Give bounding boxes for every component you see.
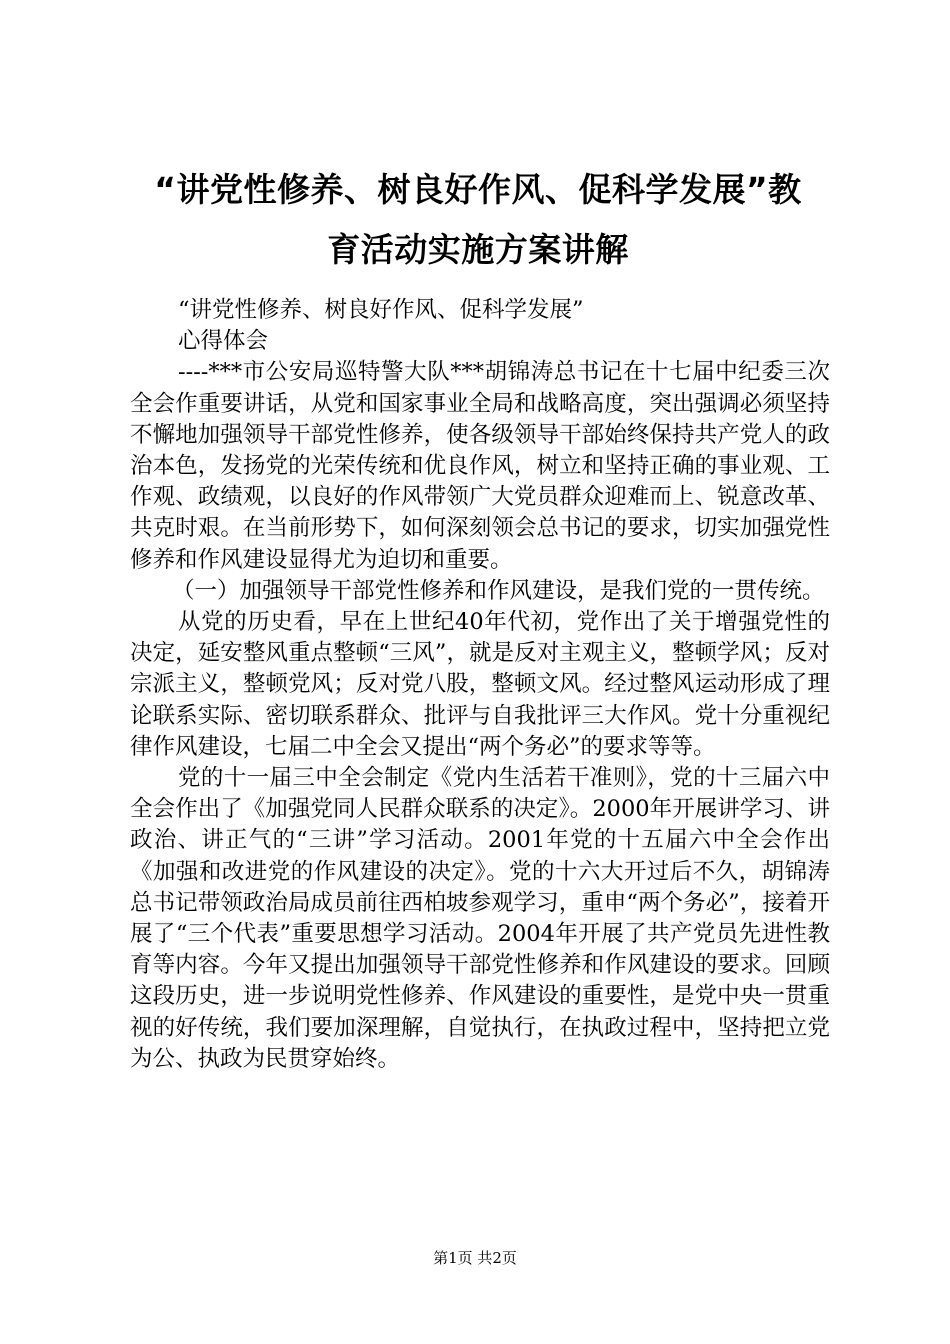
paragraph: （一）加强领导干部党性修养和作风建设，是我们党的一贯传统。 — [172, 577, 825, 604]
document-title — [118, 160, 838, 280]
title-line-2: 育活动实施方案讲解 — [327, 230, 629, 269]
paragraph: 从党的历史看，早在上世纪40年代初，党作出了关于增强党性的决定，延安整风重点整顿“三风”，就是反对主观主义，整顿学风；反对宗派主义，整顿党风；反对党八股，整顿文风。经过整风运动形成了理论联系实际、密切联系群众、批评与自我批评三大作风。党十分重视纪律作风建设，七届二中全会又提出“两个务必”的要求等等。 — [130, 609, 830, 760]
document-body — [130, 295, 830, 1075]
paragraph: 党的十一届三中全会制定《党内生活若干准则》，党的十三届六中全会作出了《加强党同人民群众联系的决定》。2000年开展讲学习、讲政治、讲正气的“三讲”学习活动。2001年党的十五届六中全会作出《加强和改进党的作风建设的决定》。党的十六大开过后不久，胡锦涛总书记带领政治局成员前往西柏坡参观学习，重申“两个务必”，接着开展了“三个代表”重要思想学习活动。2004年开展了共产党员先进性教育等内容。今年又提出加强领导干部党性修养和作风建设的要求。回顾这段历史，进一步说明党性修养、作风建设的重要性，是党中央一贯重视的好传统，我们要加深理解，自觉执行，在执政过程中，坚持把立党为公、执政为民贯穿始终。 — [130, 765, 830, 1072]
page-footer: 第1页 共2页 — [433, 1249, 517, 1267]
title-line-1: “讲党性修养、树良好作风、促科学发展”教 — [154, 170, 802, 209]
paragraph: ----***市公安局巡特警大队***胡锦涛总书记在十七届中纪委三次全会作重要讲话，从党和国家事业全局和战略高度，突出强调必须坚持不懈地加强领导干部党性修养，使各级领导干部始终保持共产党人的政治本色，发扬党的光荣传统和优良作风，树立和坚持正确的事业观、工作观、政绩观，以良好的作风带领广大党员群众迎难而上、锐意改革、共克时艰。在当前形势下，如何深刻领会总书记的要求，切实加强党性修养和作风建设显得尤为迫切和重要。 — [130, 359, 830, 573]
subtitle-heart: 心得体会 — [178, 328, 269, 355]
subtitle: “讲党性修养、树良好作风、促科学发展” — [178, 297, 584, 323]
